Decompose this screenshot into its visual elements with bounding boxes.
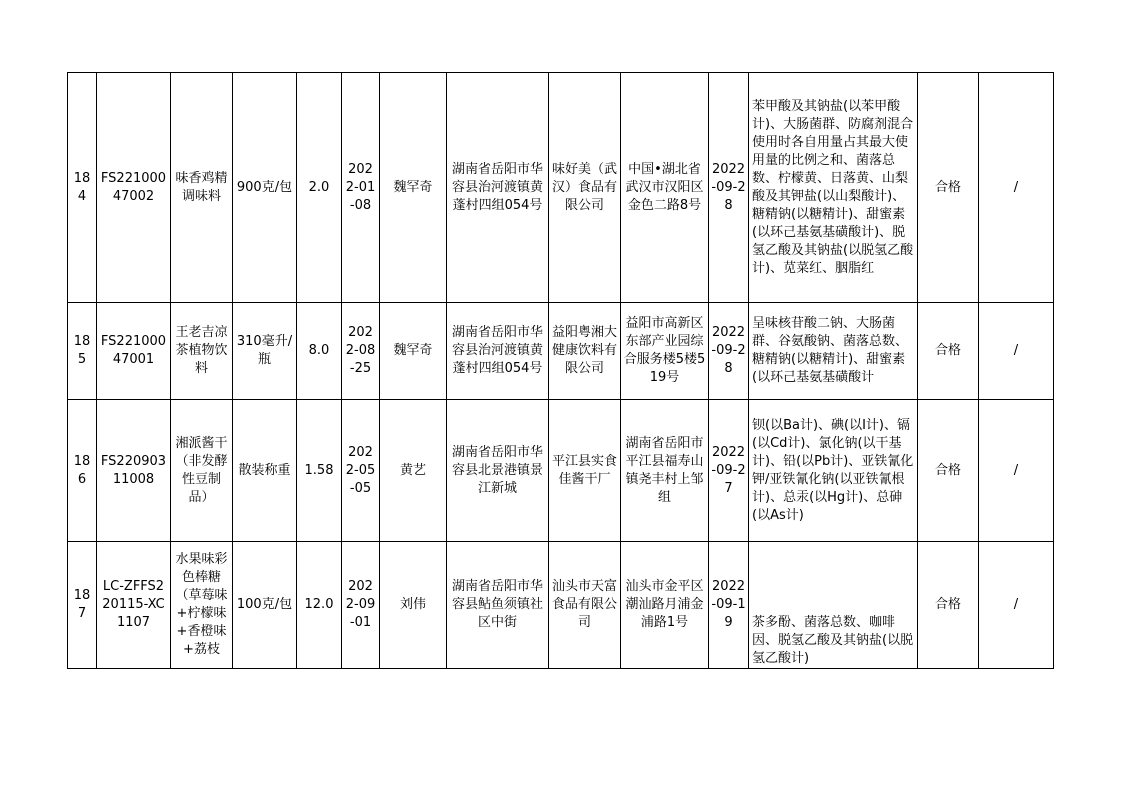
result-cell: 合格: [918, 400, 979, 542]
check-date-cell: 2022-09-19: [709, 542, 749, 669]
manufacturer-address-cell: 汕头市金平区潮汕路月浦金浦路1号: [621, 542, 709, 669]
check-date-cell: 2022-09-28: [709, 303, 749, 400]
spec-cell: 散装称重: [233, 400, 297, 542]
product-name-cell: 湘派酱干（非发酵性豆制品）: [171, 400, 233, 542]
sampling-site-cell: 湖南省岳阳市华容县治河渡镇黄蓬村四组054号: [447, 73, 549, 303]
result-cell: 合格: [918, 73, 979, 303]
sample-no-cell: FS22090311008: [97, 400, 171, 542]
sampler-cell: 魏罕奇: [380, 303, 447, 400]
spec-cell: 100克/包: [233, 542, 297, 669]
table-row: [68, 542, 1054, 669]
seq-cell: 187: [68, 542, 97, 669]
sampler-cell: 黄艺: [380, 400, 447, 542]
production-date-cell: 2022-05-05: [342, 400, 380, 542]
result-cell: 合格: [918, 542, 979, 669]
quantity-cell: 12.0: [297, 542, 342, 669]
production-date-cell: 2022-01-08: [342, 73, 380, 303]
seq-cell: 185: [68, 303, 97, 400]
production-date-cell: 2022-09-01: [342, 542, 380, 669]
sampling-site-cell: 湖南省岳阳市华容县鲇鱼须镇社区中街: [447, 542, 549, 669]
sampler-cell: 魏罕奇: [380, 73, 447, 303]
sampler-cell: 刘伟: [380, 542, 447, 669]
sample-no-cell: FS22100047001: [97, 303, 171, 400]
test-items-cell: 苯甲酸及其钠盐(以苯甲酸计)、大肠菌群、防腐剂混合使用时各自用量占其最大使用量的比例之和、菌落总数、柠檬黄、日落黄、山梨酸及其钾盐(以山梨酸计)、糖精钠(以糖精计)、甜蜜素(以环己基氨基磺酸计)、脱氢乙酸及其钠盐(以脱氢乙酸计)、苋菜红、胭脂红: [749, 73, 918, 303]
manufacturer-cell: 味好美（武汉）食品有限公司: [549, 73, 621, 303]
sampling-site-cell: 湖南省岳阳市华容县治河渡镇黄蓬村四组054号: [447, 303, 549, 400]
spec-cell: 310毫升/瓶: [233, 303, 297, 400]
seq-cell: 184: [68, 73, 97, 303]
table-row: [68, 303, 1054, 400]
production-date-cell: 2022-08-25: [342, 303, 380, 400]
test-items-cell: 钡(以Ba计)、碘(以I计)、镉(以Cd计)、氯化钠(以干基计)、铅(以Pb计)、亚铁氰化钾/亚铁氰化钠(以亚铁氰根计)、总汞(以Hg计)、总砷(以As计): [749, 400, 918, 542]
sampling-site-cell: 湖南省岳阳市华容县北景港镇景江新城: [447, 400, 549, 542]
manufacturer-cell: 平江县实食佳酱干厂: [549, 400, 621, 542]
remark-cell: /: [979, 73, 1054, 303]
spec-cell: 900克/包: [233, 73, 297, 303]
table-row: [68, 73, 1054, 303]
remark-cell: /: [979, 303, 1054, 400]
test-items-cell: 呈味核苷酸二钠、大肠菌群、谷氨酸钠、菌落总数、糖精钠(以糖精计)、甜蜜素(以环己基氨基磺酸计: [749, 303, 918, 400]
product-name-cell: 味香鸡精调味料: [171, 73, 233, 303]
manufacturer-cell: 汕头市天富食品有限公司: [549, 542, 621, 669]
test-items-cell: 茶多酚、菌落总数、咖啡因、脱氢乙酸及其钠盐(以脱氢乙酸计): [749, 542, 918, 669]
seq-cell: 186: [68, 400, 97, 542]
sample-no-cell: LC-ZFFS220115-XC1107: [97, 542, 171, 669]
check-date-cell: 2022-09-27: [709, 400, 749, 542]
remark-cell: /: [979, 542, 1054, 669]
manufacturer-address-cell: 湖南省岳阳市平江县福寿山镇尧丰村上邹组: [621, 400, 709, 542]
check-date-cell: 2022-09-28: [709, 73, 749, 303]
product-name-cell: 水果味彩色棒糖（草莓味+柠檬味+香橙味+荔枝: [171, 542, 233, 669]
remark-cell: /: [979, 400, 1054, 542]
manufacturer-address-cell: 益阳市高新区东部产业园综合服务楼5楼519号: [621, 303, 709, 400]
manufacturer-address-cell: 中国•湖北省武汉市汉阳区金色二路8号: [621, 73, 709, 303]
manufacturer-cell: 益阳粤湘大健康饮料有限公司: [549, 303, 621, 400]
quantity-cell: 1.58: [297, 400, 342, 542]
quantity-cell: 2.0: [297, 73, 342, 303]
inspection-results-table: [67, 72, 1054, 669]
product-name-cell: 王老吉凉茶植物饮料: [171, 303, 233, 400]
quantity-cell: 8.0: [297, 303, 342, 400]
result-cell: 合格: [918, 303, 979, 400]
table-row: [68, 400, 1054, 542]
sample-no-cell: FS22100047002: [97, 73, 171, 303]
